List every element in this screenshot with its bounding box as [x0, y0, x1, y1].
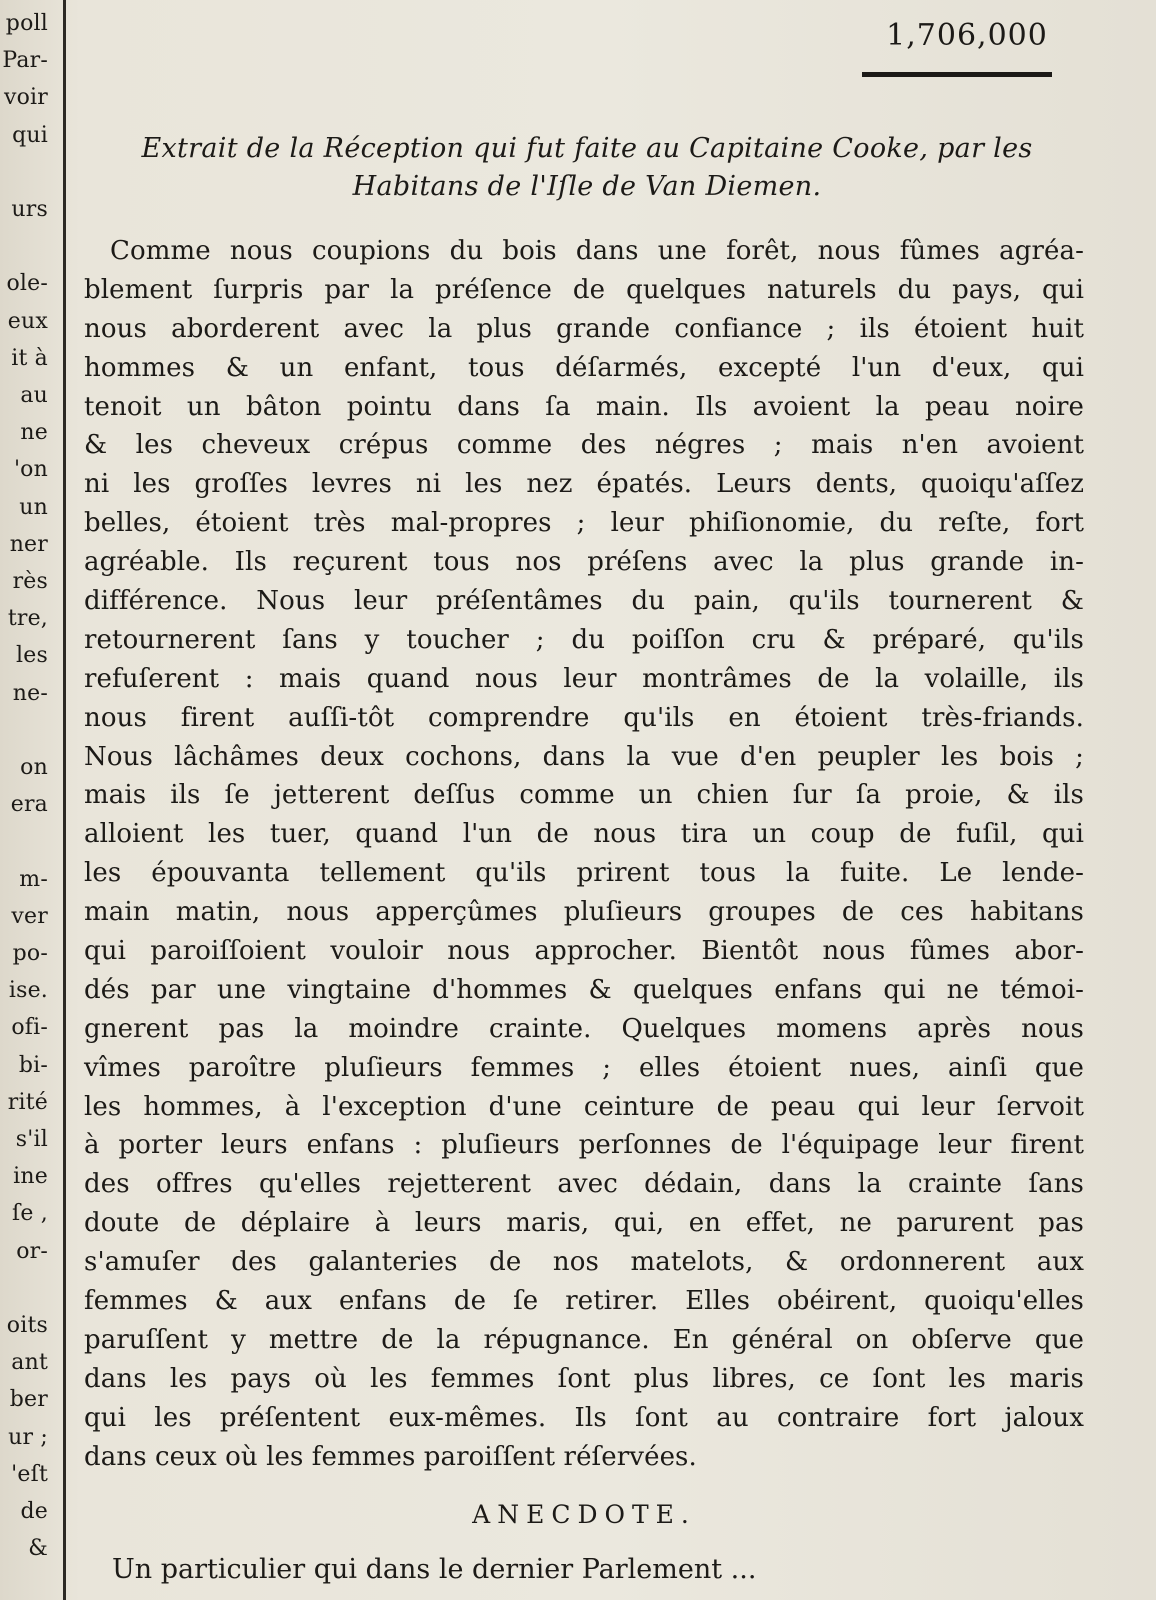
article-line: belles, étoient très mal-propres ; leur phiſionomie, du reſte, fort: [84, 508, 1084, 539]
left-column-fragment: de: [20, 1499, 48, 1524]
article-line: Comme nous coupions du bois dans une forêt, nous fûmes agréa-: [110, 236, 1084, 266]
left-column-fragment: ne-: [12, 680, 48, 706]
left-column-fragment: rès: [12, 569, 48, 594]
left-column-fragment: Par-: [2, 48, 48, 74]
article-line: Nous lâchâmes deux cochons, dans la vue d'en peupler les bois ;: [84, 741, 1084, 772]
left-column-fragment: era: [10, 792, 48, 818]
left-column-fragment: rité: [7, 1089, 48, 1115]
left-column-fragment: s'il: [15, 1127, 48, 1152]
article-line: les épouvanta tellement qu'ils prirent tous la fuite. Le lende-: [84, 858, 1084, 889]
left-column-fragment: or-: [16, 1238, 48, 1264]
article-line: s'amuſer des galanteries de nos matelots, & ordonnerent aux: [84, 1247, 1084, 1278]
left-column-fragment: ne: [20, 420, 48, 446]
left-column-fragment: po-: [12, 941, 48, 966]
left-column-fragment: tre,: [7, 606, 48, 632]
left-column-fragment: eux: [7, 308, 48, 334]
left-column-fragment: ole-: [6, 271, 48, 297]
article-line: vîmes paroître pluſieurs femmes ; elles étoient nues, ainſi que: [84, 1052, 1084, 1083]
left-column-fragment: oits: [6, 1313, 48, 1338]
left-column-fragment: bi-: [18, 1052, 48, 1078]
article-body: [84, 232, 1084, 1477]
left-column-fragment: les: [16, 643, 48, 669]
article-line: tenoit un bâton pointu dans ſa main. Ils avoient la peau noire: [84, 391, 1084, 422]
article-line: refuſerent : mais quand nous leur montrâmes de la volaille, ils: [84, 663, 1084, 694]
left-column-fragment: m-: [19, 866, 48, 892]
left-column-fragment: ofi-: [11, 1015, 48, 1041]
column-divider: [63, 0, 66, 1600]
left-column-fragment: ant: [11, 1350, 48, 1376]
article-line: dans ceux où les femmes paroiſſent réſervées.: [84, 1441, 697, 1472]
article-line: doute de déplaire à leurs maris, qui, en effet, ne parurent pas: [84, 1208, 1084, 1239]
left-column-fragment: un: [19, 494, 48, 520]
article-line: dans les pays où les femmes ſont plus libres, ce ſont les maris: [84, 1363, 1084, 1394]
left-column-fragment: ber: [9, 1387, 48, 1413]
article-title: Extrait de la Réception qui fut faite au Capitaine Cooke, par les Habitans de l'Iſle de Van Diemen.: [141, 133, 1033, 202]
left-column-fragment: it à: [11, 345, 48, 371]
left-column-fragment: urs: [11, 197, 48, 222]
left-column-fragment: ner: [9, 531, 48, 557]
left-column-fragment: on: [20, 755, 48, 780]
article-line: alloient les tuer, quand l'un de nous tira un coup de fuſil, qui: [84, 819, 1084, 850]
article-line: mais ils ſe jetterent deſſus comme un chien ſur ſa proie, & ils: [84, 780, 1084, 811]
article-line: nous firent auſſi-tôt comprendre qu'ils en étoient très-friands.: [84, 702, 1084, 733]
article-line: retournerent ſans y toucher ; du poiſſon cru & préparé, qu'ils: [84, 624, 1084, 655]
left-column-fragment: qui: [12, 122, 48, 148]
total-figure: 1,706,000: [886, 18, 1048, 53]
article-line: paruſſent y mettre de la répugnance. En général on obſerve que: [84, 1324, 1084, 1355]
article-line: à porter leurs enfans : pluſieurs perſonnes de l'équipage leur firent: [84, 1130, 1084, 1161]
article-line: blement ſurpris par la préſence de quelques naturels du pays, qui: [84, 274, 1084, 305]
left-column-fragment: voir: [3, 85, 48, 111]
article-line: agréable. Ils reçurent tous nos préſens avec la plus grande in-: [84, 547, 1084, 578]
article-line: nous aborderent avec la plus grande confiance ; ils étoient huit: [84, 313, 1084, 344]
article-line: qui paroiſſoient vouloir nous approcher. Bientôt nous fûmes abor-: [84, 936, 1084, 967]
article-line: hommes & un enfant, tous déſarmés, excepté l'un d'eux, qui: [84, 352, 1084, 383]
article-line: les hommes, à l'exception d'une ceinture de peau qui leur ſervoit: [84, 1091, 1084, 1122]
left-column-fragment: 'eſt: [11, 1461, 48, 1487]
article-line: main matin, nous apperçûmes pluſieurs groupes de ces habitans: [84, 897, 1084, 928]
anecdote-heading: ANECDOTE.: [472, 1500, 696, 1529]
article-line: & les cheveux crépus comme des négres ; mais n'en avoient: [84, 430, 1084, 461]
article-line: des offres qu'elles rejetterent avec dédain, dans la crainte ſans: [84, 1169, 1084, 1200]
figure-underline: [862, 72, 1052, 77]
left-column-fragment: ver: [11, 903, 48, 929]
adjacent-column-fragments: [0, 0, 52, 1600]
left-column-fragment: 'on: [13, 457, 48, 483]
anecdote-first-line: Un particulier qui dans le dernier Parlement ...: [112, 1554, 757, 1585]
article-line: qui les préſentent eux-mêmes. Ils ſont au contraire fort jaloux: [84, 1402, 1084, 1433]
left-column-fragment: ise.: [8, 978, 48, 1004]
left-column-fragment: au: [20, 383, 48, 408]
left-column-fragment: ine: [13, 1164, 48, 1190]
article-line: femmes & aux enfans de ſe retirer. Elles obéirent, quoiqu'elles: [84, 1286, 1084, 1317]
left-column-fragment: ur ;: [8, 1424, 48, 1450]
article-line: différence. Nous leur préſentâmes du pain, qu'ils tournerent &: [84, 586, 1084, 617]
left-column-fragment: ſe ,: [12, 1201, 48, 1227]
article-line: ni les groſſes levres ni les nez épatés. Leurs dents, quoiqu'aſſez: [84, 469, 1084, 500]
left-column-fragment: &: [28, 1536, 48, 1562]
article-line: dés par une vingtaine d'hommes & quelques enfans qui ne témoi-: [84, 974, 1084, 1005]
article-line: gnerent pas la moindre crainte. Quelques momens après nous: [84, 1013, 1084, 1044]
left-column-fragment: poll: [5, 11, 48, 36]
